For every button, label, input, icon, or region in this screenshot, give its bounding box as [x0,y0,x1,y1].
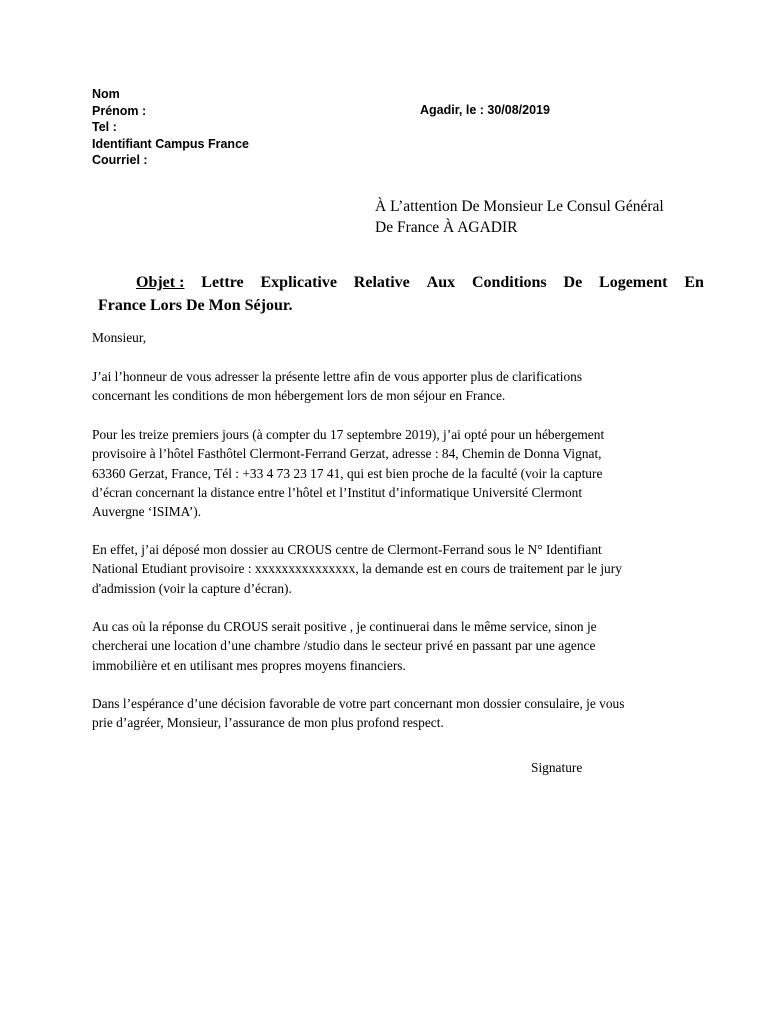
sender-identifiant: Identifiant Campus France [92,136,249,151]
text-line: prie d’agréer, Monsieur, l’assurance de mon plus profond respect. [92,715,444,731]
text-line: En effet, j’ai déposé mon dossier au CROUS centre de Clermont-Ferrand sous le N° Identifiant [92,542,602,557]
text-line: Pour les treize premiers jours (à compter du 17 septembre 2019), j’ai opté pour un hébergement [92,427,605,442]
sender-courriel: Courriel : [92,153,148,167]
subject-word: Logement [599,274,668,291]
subject-block [98,271,704,317]
recipient-line-1: À L’attention De Monsieur Le Consul Général [375,198,664,215]
subject-line-1 [98,271,704,294]
text-line: National Etudiant provisoire : xxxxxxxxxxxxxxx, la demande est en cours de traitement par le jury [92,561,622,577]
paragraph-5 [92,694,712,733]
signature-label: Signature [531,760,583,775]
recipient-block [375,196,664,238]
paragraph-1 [92,367,712,406]
sender-tel: Tel : [92,120,117,134]
sender-prenom: Prénom : [92,103,147,118]
place-date: Agadir, le : 30/08/2019 [420,103,550,117]
subject-word: Conditions [471,274,547,291]
text-line: concernant les conditions de mon hébergement lors de mon séjour en France. [92,388,506,404]
subject-word: Lettre [201,274,244,291]
text-line: chercherai une location d’une chambre /studio dans le secteur privé en passant par une agence [92,638,596,654]
text-line: immobilière et en utilisant mes propres moyens financiers. [92,657,406,673]
text-line: J’ai l’honneur de vous adresser la présente lettre afin de vous apporter plus de clarifications [92,369,583,384]
subject-word: Aux [426,274,456,291]
salutation: Monsieur, [92,330,147,345]
text-line: Dans l’espérance d’une décision favorable de votre part concernant mon dossier consulaire, je vous [92,696,625,711]
paragraph-2 [92,425,712,521]
subject-word: Relative [353,274,410,291]
subject-word: De [563,274,583,291]
subject-label: Objet : [136,274,185,291]
text-line: Auvergne ‘ISIMA’). [92,504,202,520]
text-line: provisoire à l’hôtel Fasthôtel Clermont-Ferrand Gerzat, adresse : 84, Chemin de Donna Vignat, [92,446,602,462]
text-line: d'admission (voir la capture d’écran). [92,580,292,596]
subject-word: En [684,274,704,291]
text-line: 63360 Gerzat, France, Tél : +33 4 73 23 17 41, qui est bien proche de la faculté (voir la capture [92,465,603,481]
subject-word: Explicative [260,274,337,291]
subject-line-2: France Lors De Mon Séjour. [98,297,293,314]
paragraph-3 [92,540,712,598]
recipient-line-2: De France À AGADIR [375,219,518,236]
text-line: d’écran concernant la distance entre l’hôtel et l’Institut d’informatique Université Clermont [92,484,583,500]
sender-block [92,86,249,169]
text-line: Au cas où la réponse du CROUS serait positive , je continuerai dans le même service, sinon je [92,619,597,634]
paragraph-4 [92,617,712,675]
sender-nom: Nom [92,87,120,101]
